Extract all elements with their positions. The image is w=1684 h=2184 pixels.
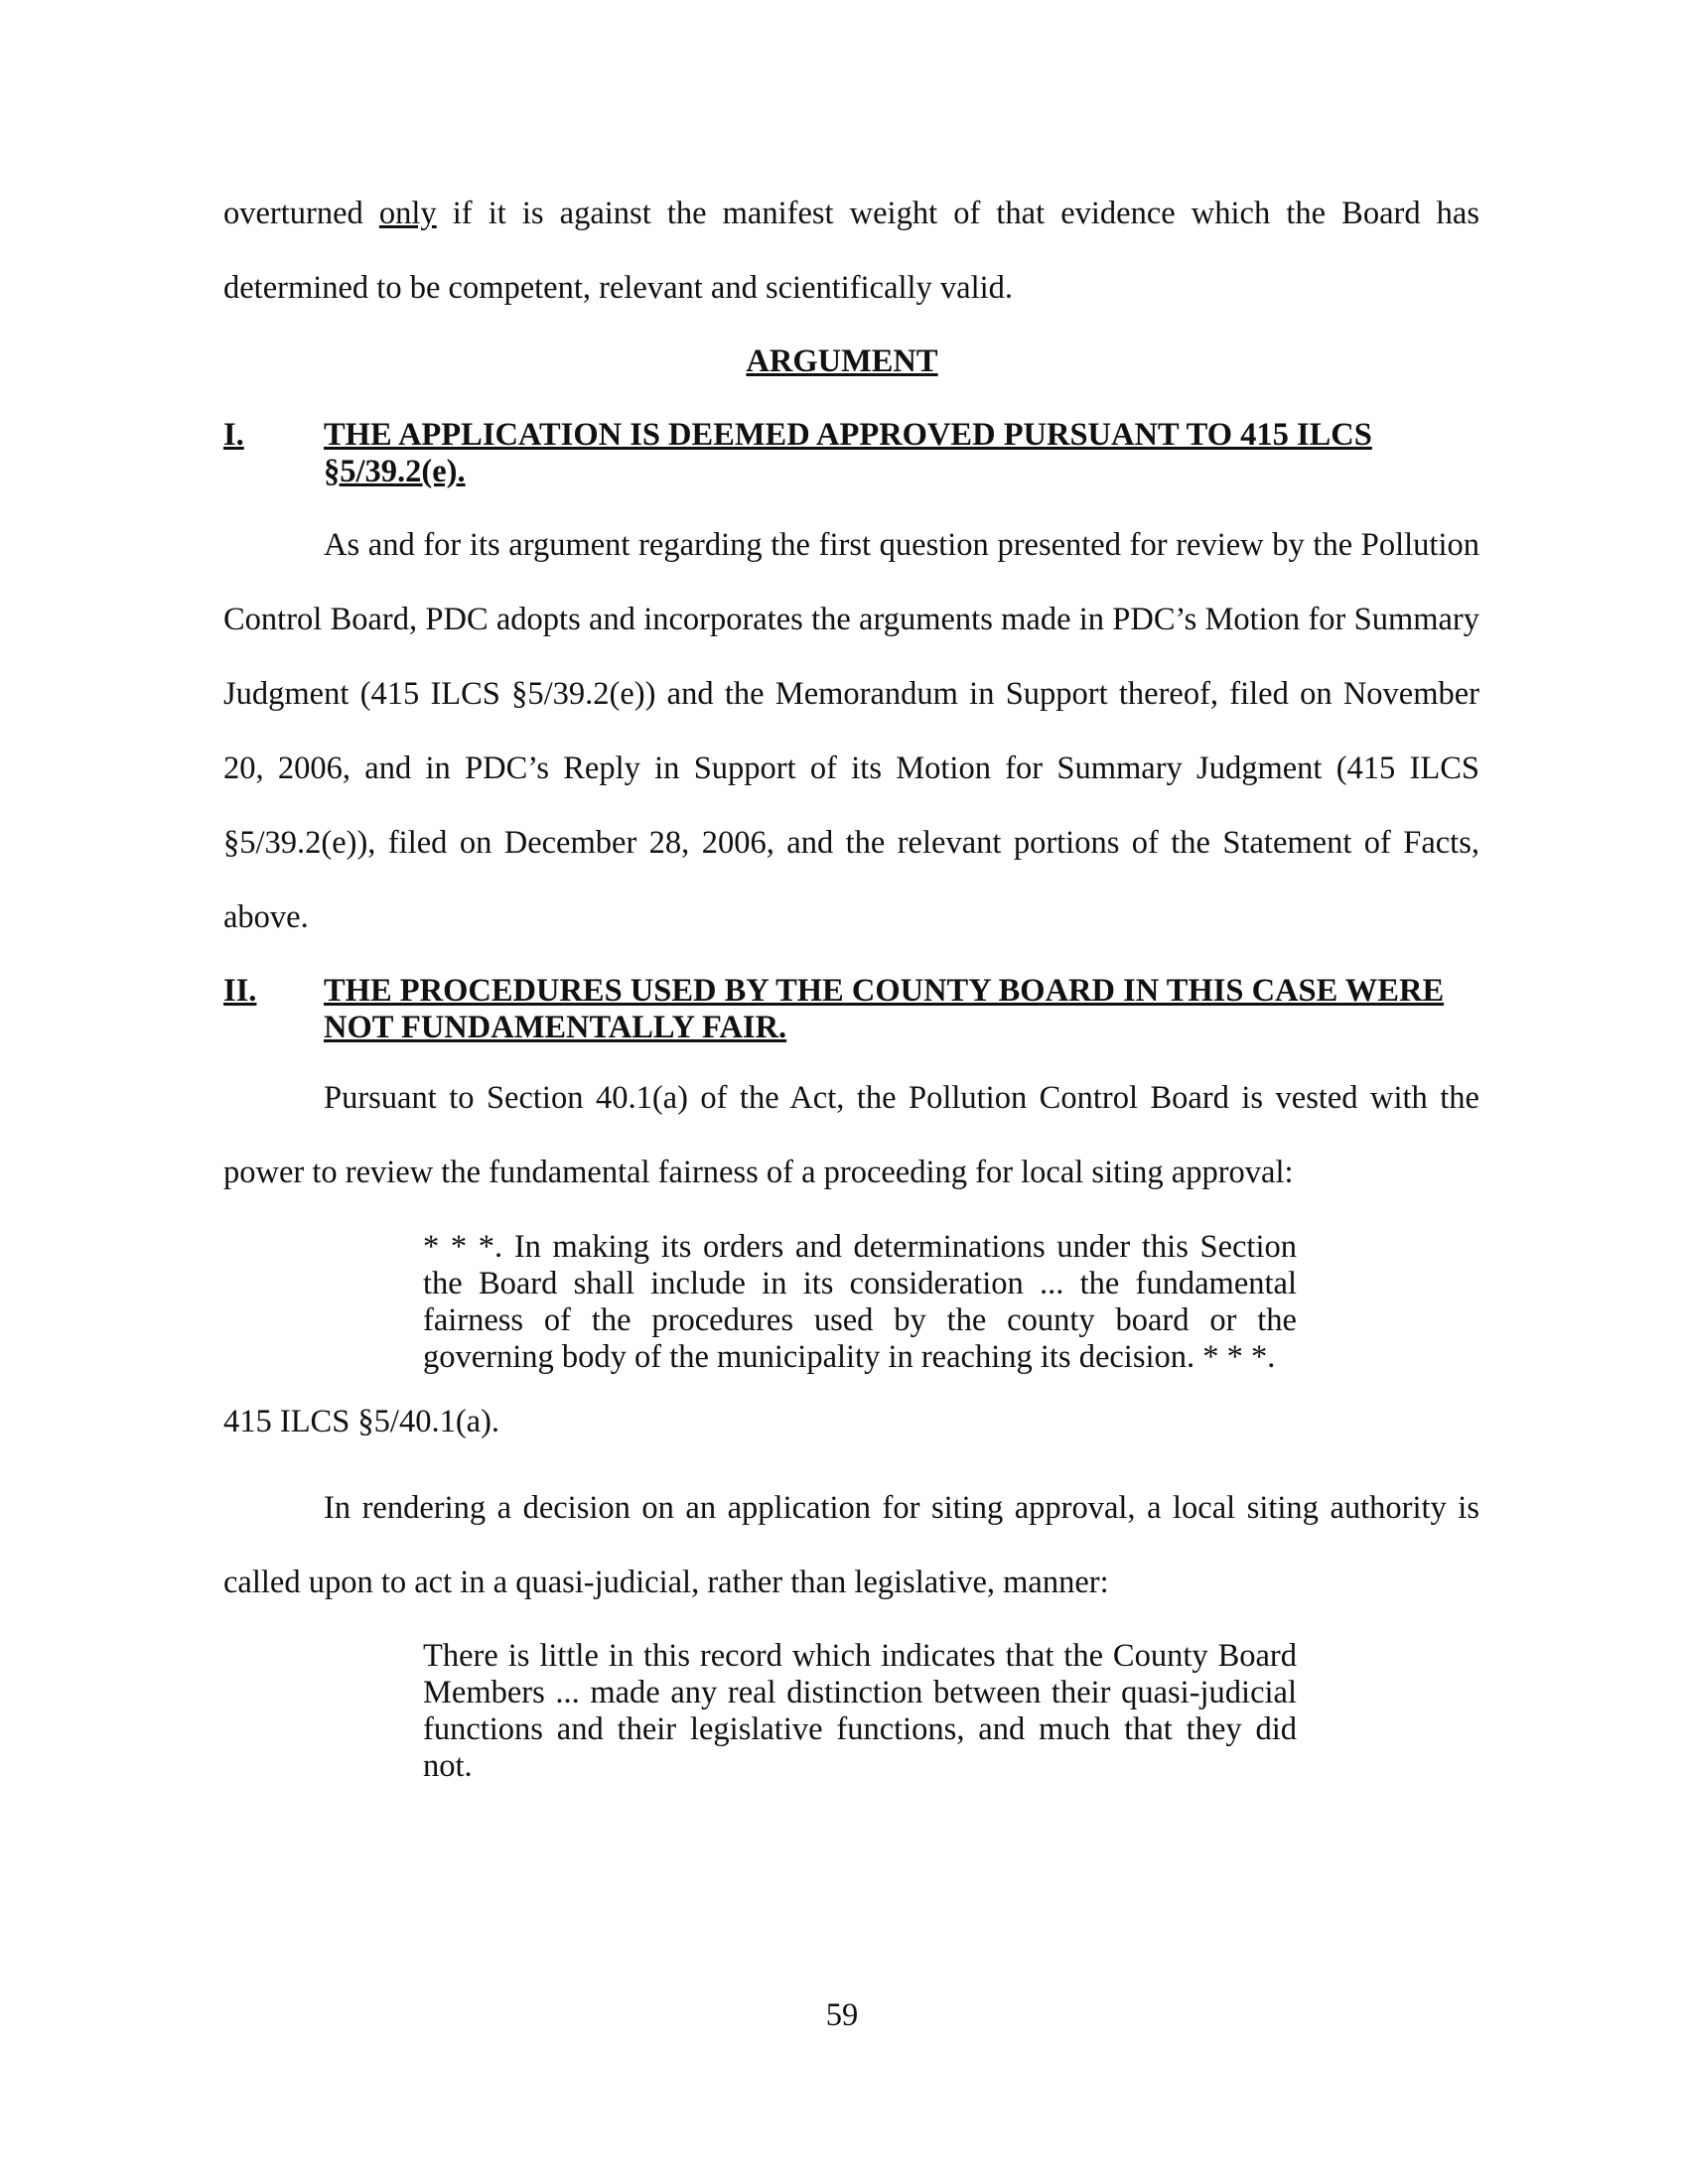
statute-citation: 415 ILCS §5/40.1(a). (223, 1404, 500, 1439)
block-quote-case: There is little in this record which indicates that the County Board Members ... made any real distinction between their quasi-judicial functions and their legislative functions, and much that they did not. (423, 1638, 1297, 1784)
section-1-title: THE APPLICATION IS DEEMED APPROVED PURSUANT TO 415 ILCS §5/39.2(e). (324, 417, 1372, 489)
section-1-paragraph: As and for its argument regarding the first question presented for review by the Pollution Control Board, PDC adopts and incorporates the arguments made in PDC’s Motion for Summary Judgment (415 ILCS §5/39.2(e)) and the Memorandum in Support thereof, filed on November 20, 2006, and in PDC’s Reply in Support of its Motion for Summary Judgment (415 ILCS §5/39.2(e)), filed on December 28, 2006, and the relevant portions of the Statement of Facts, above. (223, 527, 1479, 935)
section-2-heading (223, 973, 1479, 1046)
intro-text-end: if it is against the manifest weight of that evidence which the Board has determined to be competent, relevant and scientifically valid. (223, 196, 1479, 306)
intro-emphasis: only (378, 196, 437, 231)
argument-heading: ARGUMENT (746, 343, 938, 379)
block-quote-statute: * * *. In making its orders and determinations under this Section the Board shall include in its consideration ... the fundamental fairness of the procedures used by the county board or the governing body of the municipality in reaching its decision. * * *. (423, 1229, 1297, 1375)
section-1-number: I. (223, 417, 244, 453)
section-1-heading (223, 417, 1479, 490)
section-2-title: THE PROCEDURES USED BY THE COUNTY BOARD IN THIS CASE WERE NOT FUNDAMENTALLY FAIR. (324, 973, 1445, 1045)
intro-text-start: overturned (223, 196, 379, 231)
section-2-paragraph-1: Pursuant to Section 40.1(a) of the Act, the Pollution Control Board is vested with the power to review the fundamental fairness of a proceeding for local siting approval: (223, 1080, 1479, 1190)
section-2-number: II. (223, 973, 257, 1009)
section-2-paragraph-2: In rendering a decision on an application for siting approval, a local siting authority is called upon to act in a quasi-judicial, rather than legislative, manner: (223, 1490, 1479, 1600)
intro-paragraph (223, 177, 1479, 326)
page-number: 59 (825, 1997, 859, 2033)
